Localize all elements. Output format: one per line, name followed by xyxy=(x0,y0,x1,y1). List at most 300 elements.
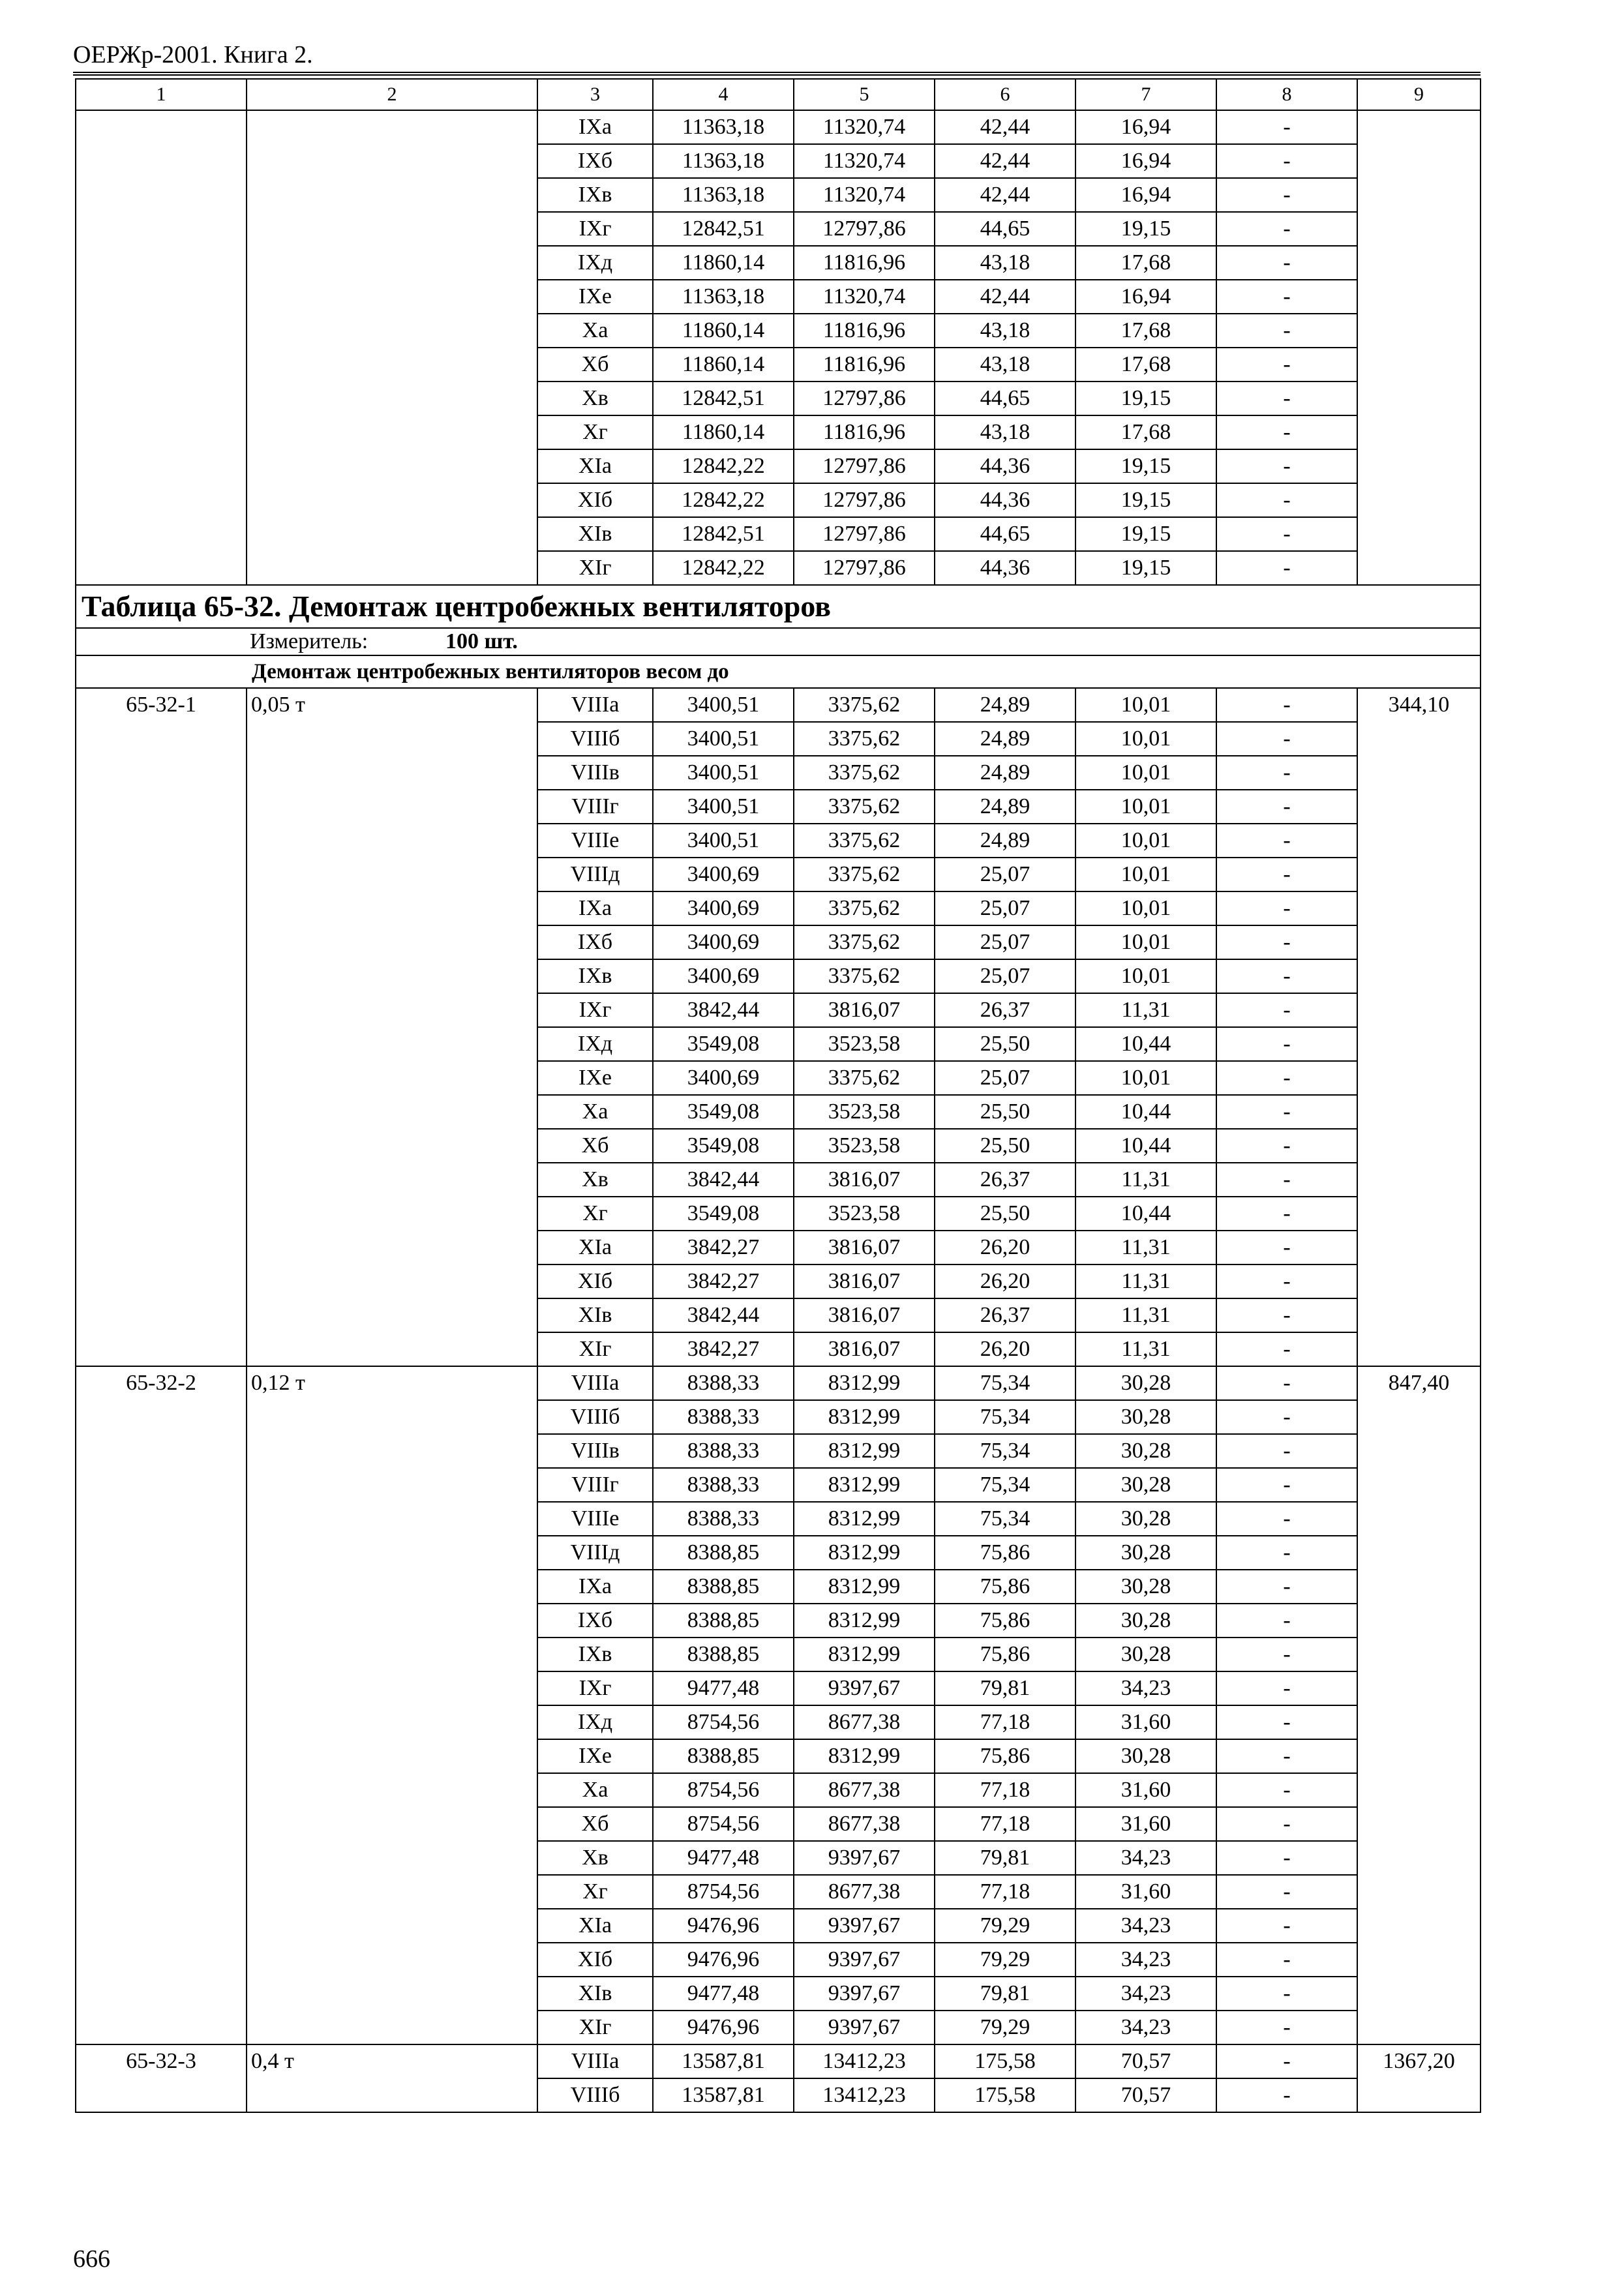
operator-wage-cell: 17,68 xyxy=(1075,415,1216,449)
table-row xyxy=(76,1332,1481,1366)
total-cost-cell: 3842,44 xyxy=(653,1298,794,1332)
name-cell: 0,05 т xyxy=(247,688,537,722)
labor-cost-cell: 9397,67 xyxy=(794,1943,935,1977)
price-zone-cell: Xв xyxy=(537,1163,653,1197)
materials-cost-cell: - xyxy=(1216,1400,1357,1434)
machine-cost-cell: 77,18 xyxy=(935,1807,1075,1841)
total-cost-cell: 3400,69 xyxy=(653,891,794,925)
labor-cost-cell: 11816,96 xyxy=(794,246,935,280)
materials-cost-cell: - xyxy=(1216,2078,1357,2112)
operator-wage-cell: 10,01 xyxy=(1075,688,1216,722)
price-zone-cell: Xб xyxy=(537,348,653,382)
name-cell xyxy=(247,824,537,858)
materials-cost-cell: - xyxy=(1216,1638,1357,1671)
price-zone-cell: IXб xyxy=(537,925,653,959)
table-row xyxy=(76,1129,1481,1163)
labor-hours-cell xyxy=(1357,1163,1481,1197)
code-cell xyxy=(76,858,247,891)
name-cell xyxy=(247,280,537,314)
labor-cost-cell: 11816,96 xyxy=(794,314,935,348)
rates-table-body xyxy=(76,79,1481,2112)
labor-cost-cell: 11320,74 xyxy=(794,144,935,178)
machine-cost-cell: 24,89 xyxy=(935,790,1075,824)
table-row xyxy=(76,1739,1481,1773)
labor-hours-cell xyxy=(1357,1061,1481,1095)
table-row xyxy=(76,1298,1481,1332)
labor-cost-cell: 3816,07 xyxy=(794,1298,935,1332)
name-cell xyxy=(247,1163,537,1197)
machine-cost-cell: 42,44 xyxy=(935,110,1075,144)
materials-cost-cell: - xyxy=(1216,722,1357,756)
name-cell xyxy=(247,415,537,449)
labor-hours-cell: 344,10 xyxy=(1357,688,1481,722)
materials-cost-cell: - xyxy=(1216,1095,1357,1129)
price-zone-cell: Xа xyxy=(537,314,653,348)
total-cost-cell: 13587,81 xyxy=(653,2044,794,2078)
table-row xyxy=(76,1604,1481,1638)
price-zone-cell: Xг xyxy=(537,1875,653,1909)
machine-cost-cell: 44,36 xyxy=(935,551,1075,585)
materials-cost-cell: - xyxy=(1216,1231,1357,1264)
operator-wage-cell: 16,94 xyxy=(1075,110,1216,144)
operator-wage-cell: 30,28 xyxy=(1075,1638,1216,1671)
code-cell xyxy=(76,314,247,348)
total-cost-cell: 11860,14 xyxy=(653,246,794,280)
materials-cost-cell: - xyxy=(1216,790,1357,824)
code-cell xyxy=(76,382,247,415)
labor-hours-cell xyxy=(1357,1400,1481,1434)
labor-hours-cell xyxy=(1357,483,1481,517)
price-zone-cell: VIIIб xyxy=(537,722,653,756)
name-cell xyxy=(247,212,537,246)
labor-hours-cell xyxy=(1357,756,1481,790)
table-row xyxy=(76,178,1481,212)
name-cell xyxy=(247,348,537,382)
labor-cost-cell: 12797,86 xyxy=(794,483,935,517)
labor-cost-cell: 11816,96 xyxy=(794,348,935,382)
name-cell xyxy=(247,1705,537,1739)
labor-hours-cell xyxy=(1357,1027,1481,1061)
price-zone-cell: Xа xyxy=(537,1773,653,1807)
labor-cost-cell: 3816,07 xyxy=(794,1332,935,1366)
total-cost-cell: 8754,56 xyxy=(653,1773,794,1807)
name-cell xyxy=(247,382,537,415)
table-row xyxy=(76,1264,1481,1298)
labor-hours-cell: 847,40 xyxy=(1357,1366,1481,1400)
labor-cost-cell: 8677,38 xyxy=(794,1773,935,1807)
labor-hours-cell xyxy=(1357,449,1481,483)
name-cell xyxy=(247,110,537,144)
table-row xyxy=(76,790,1481,824)
table-row xyxy=(76,756,1481,790)
code-cell xyxy=(76,790,247,824)
labor-hours-cell xyxy=(1357,1705,1481,1739)
machine-cost-cell: 77,18 xyxy=(935,1705,1075,1739)
table-row xyxy=(76,212,1481,246)
materials-cost-cell: - xyxy=(1216,483,1357,517)
materials-cost-cell: - xyxy=(1216,1468,1357,1502)
total-cost-cell: 3842,27 xyxy=(653,1332,794,1366)
code-cell xyxy=(76,246,247,280)
labor-hours-cell xyxy=(1357,1943,1481,1977)
operator-wage-cell: 34,23 xyxy=(1075,2011,1216,2044)
operator-wage-cell: 10,44 xyxy=(1075,1027,1216,1061)
table-row xyxy=(76,1977,1481,2011)
code-cell xyxy=(76,1095,247,1129)
code-cell xyxy=(76,348,247,382)
name-cell xyxy=(247,1671,537,1705)
labor-hours-cell xyxy=(1357,382,1481,415)
table-row xyxy=(76,824,1481,858)
labor-hours-cell: 1367,20 xyxy=(1357,2044,1481,2078)
labor-cost-cell: 11816,96 xyxy=(794,415,935,449)
labor-cost-cell: 3375,62 xyxy=(794,756,935,790)
table-row xyxy=(76,1536,1481,1570)
price-zone-cell: IXб xyxy=(537,144,653,178)
materials-cost-cell: - xyxy=(1216,551,1357,585)
labor-hours-cell xyxy=(1357,891,1481,925)
table-row xyxy=(76,1027,1481,1061)
labor-cost-cell: 3816,07 xyxy=(794,1231,935,1264)
column-number: 2 xyxy=(247,79,537,110)
code-cell xyxy=(76,891,247,925)
table-title-row xyxy=(76,585,1481,628)
total-cost-cell: 3400,51 xyxy=(653,722,794,756)
code-cell xyxy=(76,1773,247,1807)
operator-wage-cell: 11,31 xyxy=(1075,993,1216,1027)
table-row xyxy=(76,110,1481,144)
machine-cost-cell: 75,34 xyxy=(935,1434,1075,1468)
labor-hours-cell xyxy=(1357,1604,1481,1638)
operator-wage-cell: 34,23 xyxy=(1075,1841,1216,1875)
operator-wage-cell: 17,68 xyxy=(1075,314,1216,348)
operator-wage-cell: 34,23 xyxy=(1075,1909,1216,1943)
name-cell xyxy=(247,1332,537,1366)
table-row xyxy=(76,551,1481,585)
labor-cost-cell: 3375,62 xyxy=(794,959,935,993)
total-cost-cell: 8388,33 xyxy=(653,1502,794,1536)
name-cell xyxy=(247,2011,537,2044)
code-cell xyxy=(76,1841,247,1875)
operator-wage-cell: 10,44 xyxy=(1075,1129,1216,1163)
labor-cost-cell: 11320,74 xyxy=(794,110,935,144)
group-title-spacer xyxy=(76,655,247,688)
machine-cost-cell: 79,29 xyxy=(935,1943,1075,1977)
machine-cost-cell: 75,86 xyxy=(935,1536,1075,1570)
total-cost-cell: 8754,56 xyxy=(653,1807,794,1841)
code-cell xyxy=(76,1332,247,1366)
machine-cost-cell: 43,18 xyxy=(935,415,1075,449)
machine-cost-cell: 25,07 xyxy=(935,891,1075,925)
table-row xyxy=(76,1400,1481,1434)
total-cost-cell: 3400,51 xyxy=(653,824,794,858)
total-cost-cell: 11363,18 xyxy=(653,178,794,212)
machine-cost-cell: 43,18 xyxy=(935,246,1075,280)
operator-wage-cell: 10,01 xyxy=(1075,824,1216,858)
operator-wage-cell: 10,44 xyxy=(1075,1197,1216,1231)
total-cost-cell: 8388,85 xyxy=(653,1638,794,1671)
total-cost-cell: 3400,69 xyxy=(653,1061,794,1095)
labor-hours-cell xyxy=(1357,2011,1481,2044)
labor-cost-cell: 8312,99 xyxy=(794,1502,935,1536)
labor-hours-cell xyxy=(1357,1773,1481,1807)
total-cost-cell: 3842,44 xyxy=(653,1163,794,1197)
name-cell xyxy=(247,178,537,212)
table-row xyxy=(76,688,1481,722)
name-cell xyxy=(247,1841,537,1875)
labor-hours-cell xyxy=(1357,1468,1481,1502)
table-row xyxy=(76,1095,1481,1129)
labor-cost-cell: 11320,74 xyxy=(794,178,935,212)
code-cell xyxy=(76,756,247,790)
price-zone-cell: VIIIв xyxy=(537,756,653,790)
machine-cost-cell: 43,18 xyxy=(935,314,1075,348)
labor-hours-cell xyxy=(1357,314,1481,348)
labor-cost-cell: 3523,58 xyxy=(794,1129,935,1163)
name-cell xyxy=(247,1298,537,1332)
materials-cost-cell: - xyxy=(1216,756,1357,790)
name-cell xyxy=(247,1264,537,1298)
name-cell xyxy=(247,1604,537,1638)
labor-hours-cell xyxy=(1357,1095,1481,1129)
materials-cost-cell: - xyxy=(1216,891,1357,925)
operator-wage-cell: 70,57 xyxy=(1075,2078,1216,2112)
price-zone-cell: VIIIе xyxy=(537,824,653,858)
labor-cost-cell: 11320,74 xyxy=(794,280,935,314)
labor-cost-cell: 8312,99 xyxy=(794,1434,935,1468)
operator-wage-cell: 30,28 xyxy=(1075,1366,1216,1400)
machine-cost-cell: 77,18 xyxy=(935,1773,1075,1807)
materials-cost-cell: - xyxy=(1216,1977,1357,2011)
name-cell xyxy=(247,551,537,585)
name-cell xyxy=(247,1807,537,1841)
total-cost-cell: 3842,27 xyxy=(653,1231,794,1264)
code-cell xyxy=(76,1129,247,1163)
operator-wage-cell: 19,15 xyxy=(1075,517,1216,551)
name-cell xyxy=(247,314,537,348)
labor-cost-cell: 8677,38 xyxy=(794,1875,935,1909)
code-cell xyxy=(76,1264,247,1298)
operator-wage-cell: 10,01 xyxy=(1075,959,1216,993)
name-cell xyxy=(247,1400,537,1434)
header-divider xyxy=(73,72,1481,76)
total-cost-cell: 9476,96 xyxy=(653,2011,794,2044)
labor-hours-cell xyxy=(1357,1129,1481,1163)
materials-cost-cell: - xyxy=(1216,348,1357,382)
labor-cost-cell: 3523,58 xyxy=(794,1197,935,1231)
name-cell xyxy=(247,925,537,959)
materials-cost-cell: - xyxy=(1216,280,1357,314)
table-row xyxy=(76,1434,1481,1468)
code-cell xyxy=(76,1604,247,1638)
total-cost-cell: 8388,85 xyxy=(653,1604,794,1638)
total-cost-cell: 11860,14 xyxy=(653,348,794,382)
table-row xyxy=(76,1773,1481,1807)
total-cost-cell: 11363,18 xyxy=(653,144,794,178)
total-cost-cell: 12842,22 xyxy=(653,551,794,585)
table-row xyxy=(76,1231,1481,1264)
total-cost-cell: 3400,51 xyxy=(653,688,794,722)
total-cost-cell: 3400,51 xyxy=(653,756,794,790)
labor-cost-cell: 9397,67 xyxy=(794,1671,935,1705)
machine-cost-cell: 79,29 xyxy=(935,1909,1075,1943)
labor-cost-cell: 13412,23 xyxy=(794,2078,935,2112)
table-row xyxy=(76,1909,1481,1943)
labor-hours-cell xyxy=(1357,144,1481,178)
materials-cost-cell: - xyxy=(1216,1705,1357,1739)
total-cost-cell: 11363,18 xyxy=(653,110,794,144)
total-cost-cell: 3549,08 xyxy=(653,1095,794,1129)
machine-cost-cell: 175,58 xyxy=(935,2044,1075,2078)
code-cell xyxy=(76,993,247,1027)
price-zone-cell: IXа xyxy=(537,1570,653,1604)
materials-cost-cell: - xyxy=(1216,688,1357,722)
total-cost-cell: 8388,85 xyxy=(653,1739,794,1773)
price-zone-cell: XIб xyxy=(537,483,653,517)
price-zone-cell: VIIIв xyxy=(537,1434,653,1468)
table-row xyxy=(76,1366,1481,1400)
labor-cost-cell: 3816,07 xyxy=(794,993,935,1027)
labor-cost-cell: 3816,07 xyxy=(794,1264,935,1298)
code-cell xyxy=(76,1739,247,1773)
operator-wage-cell: 10,44 xyxy=(1075,1095,1216,1129)
labor-cost-cell: 13412,23 xyxy=(794,2044,935,2078)
materials-cost-cell: - xyxy=(1216,858,1357,891)
code-cell xyxy=(76,1909,247,1943)
labor-cost-cell: 9397,67 xyxy=(794,1977,935,2011)
price-zone-cell: XIб xyxy=(537,1264,653,1298)
name-cell xyxy=(247,1468,537,1502)
machine-cost-cell: 44,65 xyxy=(935,212,1075,246)
machine-cost-cell: 175,58 xyxy=(935,2078,1075,2112)
operator-wage-cell: 16,94 xyxy=(1075,144,1216,178)
labor-cost-cell: 8312,99 xyxy=(794,1739,935,1773)
name-cell xyxy=(247,1027,537,1061)
labor-hours-cell xyxy=(1357,1909,1481,1943)
labor-hours-cell xyxy=(1357,1197,1481,1231)
table-row xyxy=(76,1061,1481,1095)
machine-cost-cell: 75,86 xyxy=(935,1604,1075,1638)
labor-hours-cell xyxy=(1357,1264,1481,1298)
total-cost-cell: 9477,48 xyxy=(653,1841,794,1875)
machine-cost-cell: 44,36 xyxy=(935,449,1075,483)
table-row xyxy=(76,1570,1481,1604)
machine-cost-cell: 75,34 xyxy=(935,1502,1075,1536)
table-row xyxy=(76,382,1481,415)
price-zone-cell: IXв xyxy=(537,178,653,212)
machine-cost-cell: 25,50 xyxy=(935,1197,1075,1231)
labor-hours-cell xyxy=(1357,212,1481,246)
price-zone-cell: IXа xyxy=(537,891,653,925)
code-cell xyxy=(76,1468,247,1502)
machine-cost-cell: 25,50 xyxy=(935,1129,1075,1163)
code-cell xyxy=(76,1807,247,1841)
code-cell xyxy=(76,925,247,959)
materials-cost-cell: - xyxy=(1216,1604,1357,1638)
table-row xyxy=(76,1638,1481,1671)
column-number: 7 xyxy=(1075,79,1216,110)
name-cell xyxy=(247,517,537,551)
labor-hours-cell xyxy=(1357,178,1481,212)
materials-cost-cell: - xyxy=(1216,1536,1357,1570)
name-cell xyxy=(247,1977,537,2011)
code-cell xyxy=(76,1434,247,1468)
materials-cost-cell: - xyxy=(1216,1298,1357,1332)
materials-cost-cell: - xyxy=(1216,1061,1357,1095)
price-zone-cell: IXг xyxy=(537,993,653,1027)
code-cell xyxy=(76,722,247,756)
table-row xyxy=(76,2011,1481,2044)
machine-cost-cell: 75,86 xyxy=(935,1570,1075,1604)
total-cost-cell: 8388,33 xyxy=(653,1366,794,1400)
labor-hours-cell xyxy=(1357,517,1481,551)
total-cost-cell: 11363,18 xyxy=(653,280,794,314)
total-cost-cell: 9477,48 xyxy=(653,1977,794,2011)
code-cell xyxy=(76,1638,247,1671)
name-cell: 0,12 т xyxy=(247,1366,537,1400)
labor-hours-cell xyxy=(1357,1502,1481,1536)
labor-cost-cell: 8312,99 xyxy=(794,1400,935,1434)
operator-wage-cell: 10,01 xyxy=(1075,925,1216,959)
price-zone-cell: IXв xyxy=(537,1638,653,1671)
materials-cost-cell: - xyxy=(1216,1943,1357,1977)
name-cell xyxy=(247,993,537,1027)
price-zone-cell: VIIIг xyxy=(537,790,653,824)
operator-wage-cell: 19,15 xyxy=(1075,382,1216,415)
machine-cost-cell: 24,89 xyxy=(935,824,1075,858)
table-row xyxy=(76,517,1481,551)
name-cell xyxy=(247,1061,537,1095)
machine-cost-cell: 75,34 xyxy=(935,1400,1075,1434)
labor-hours-cell xyxy=(1357,1875,1481,1909)
materials-cost-cell: - xyxy=(1216,1739,1357,1773)
price-zone-cell: Xв xyxy=(537,382,653,415)
labor-cost-cell: 3375,62 xyxy=(794,925,935,959)
operator-wage-cell: 30,28 xyxy=(1075,1570,1216,1604)
materials-cost-cell: - xyxy=(1216,212,1357,246)
code-cell xyxy=(76,2011,247,2044)
operator-wage-cell: 31,60 xyxy=(1075,1807,1216,1841)
machine-cost-cell: 26,20 xyxy=(935,1231,1075,1264)
code-cell xyxy=(76,1875,247,1909)
operator-wage-cell: 10,01 xyxy=(1075,722,1216,756)
total-cost-cell: 8388,85 xyxy=(653,1570,794,1604)
code-cell xyxy=(76,959,247,993)
total-cost-cell: 11860,14 xyxy=(653,314,794,348)
code-cell xyxy=(76,212,247,246)
machine-cost-cell: 79,81 xyxy=(935,1671,1075,1705)
labor-cost-cell: 12797,86 xyxy=(794,517,935,551)
page-number: 666 xyxy=(73,2245,110,2273)
machine-cost-cell: 42,44 xyxy=(935,280,1075,314)
code-cell xyxy=(76,280,247,314)
total-cost-cell: 11860,14 xyxy=(653,415,794,449)
name-cell xyxy=(247,144,537,178)
table-row xyxy=(76,2078,1481,2112)
machine-cost-cell: 26,20 xyxy=(935,1332,1075,1366)
column-number: 4 xyxy=(653,79,794,110)
labor-cost-cell: 12797,86 xyxy=(794,551,935,585)
labor-hours-cell xyxy=(1357,348,1481,382)
total-cost-cell: 8754,56 xyxy=(653,1875,794,1909)
machine-cost-cell: 79,29 xyxy=(935,2011,1075,2044)
materials-cost-cell: - xyxy=(1216,110,1357,144)
labor-hours-cell xyxy=(1357,790,1481,824)
total-cost-cell: 12842,51 xyxy=(653,382,794,415)
name-cell xyxy=(247,246,537,280)
operator-wage-cell: 70,57 xyxy=(1075,2044,1216,2078)
total-cost-cell: 8388,33 xyxy=(653,1400,794,1434)
